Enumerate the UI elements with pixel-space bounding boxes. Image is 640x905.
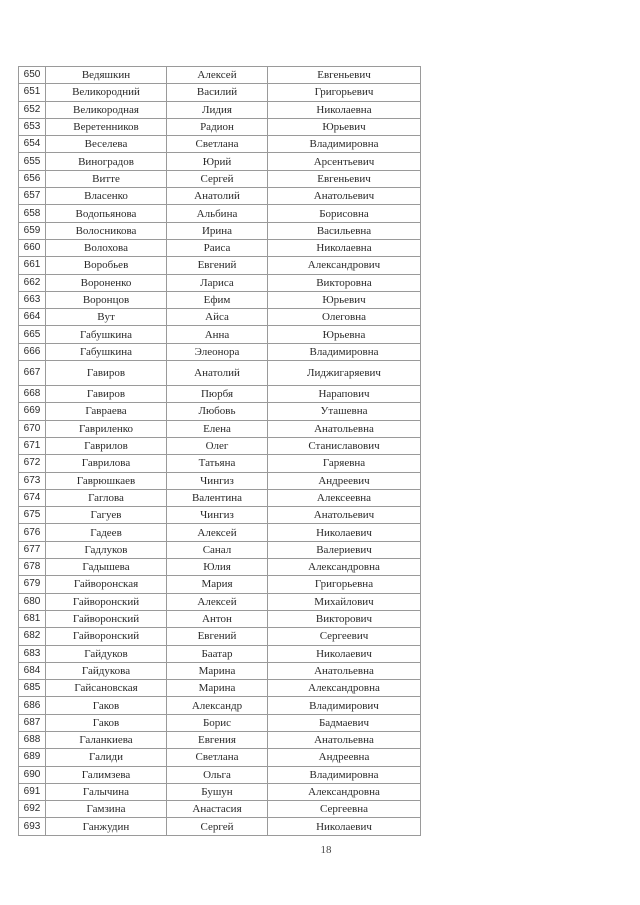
row-number-cell: 669 [19, 403, 46, 420]
table-row [19, 731, 421, 748]
row-number-cell: 651 [19, 84, 46, 101]
page-number: 18 [320, 844, 332, 856]
table-row [19, 84, 421, 101]
table-row [19, 507, 421, 524]
surname-cell: Гавиров [46, 361, 167, 386]
given-name-cell: Санал [167, 541, 268, 558]
surname-cell: Волохова [46, 239, 167, 256]
given-name-cell: Ольга [167, 766, 268, 783]
given-name-cell: Евгений [167, 257, 268, 274]
given-name-cell: Борис [167, 714, 268, 731]
table-row [19, 628, 421, 645]
row-number-cell: 666 [19, 343, 46, 360]
patronymic-cell: Юрьевич [268, 118, 421, 135]
patronymic-cell: Владимировна [268, 136, 421, 153]
patronymic-cell: Лиджигаряевич [268, 361, 421, 386]
patronymic-cell: Николаевич [268, 645, 421, 662]
given-name-cell: Элеонора [167, 343, 268, 360]
document-page [18, 66, 416, 836]
given-name-cell: Ирина [167, 222, 268, 239]
row-number-cell: 670 [19, 420, 46, 437]
patronymic-cell: Сергеевич [268, 628, 421, 645]
table-row [19, 714, 421, 731]
table-row [19, 291, 421, 308]
surname-cell: Гайворонский [46, 628, 167, 645]
row-number-cell: 657 [19, 188, 46, 205]
patronymic-cell: Александрович [268, 257, 421, 274]
patronymic-cell: Анатольевич [268, 507, 421, 524]
surname-cell: Гадлуков [46, 541, 167, 558]
table-row [19, 610, 421, 627]
row-number-cell: 675 [19, 507, 46, 524]
given-name-cell: Сергей [167, 170, 268, 187]
table-row [19, 749, 421, 766]
row-number-cell: 668 [19, 386, 46, 403]
row-number-cell: 660 [19, 239, 46, 256]
surname-cell: Веселева [46, 136, 167, 153]
given-name-cell: Анастасия [167, 801, 268, 818]
row-number-cell: 671 [19, 437, 46, 454]
given-name-cell: Елена [167, 420, 268, 437]
given-name-cell: Василий [167, 84, 268, 101]
given-name-cell: Сергей [167, 818, 268, 835]
given-name-cell: Чингиз [167, 507, 268, 524]
patronymic-cell: Андреевич [268, 472, 421, 489]
patronymic-cell: Евгеньевич [268, 67, 421, 84]
table-row [19, 645, 421, 662]
given-name-cell: Анатолий [167, 361, 268, 386]
row-number-cell: 661 [19, 257, 46, 274]
row-number-cell: 690 [19, 766, 46, 783]
table-row [19, 818, 421, 835]
table-row [19, 662, 421, 679]
row-number-cell: 689 [19, 749, 46, 766]
table-row [19, 472, 421, 489]
table-row [19, 541, 421, 558]
surname-cell: Гавиров [46, 386, 167, 403]
surname-cell: Воронцов [46, 291, 167, 308]
given-name-cell: Айса [167, 309, 268, 326]
table-row [19, 455, 421, 472]
given-name-cell: Алексей [167, 67, 268, 84]
table-row [19, 274, 421, 291]
row-number-cell: 692 [19, 801, 46, 818]
table-row [19, 576, 421, 593]
surname-cell: Гаков [46, 697, 167, 714]
surname-cell: Галычина [46, 783, 167, 800]
table-row [19, 766, 421, 783]
given-name-cell: Алексей [167, 524, 268, 541]
row-number-cell: 673 [19, 472, 46, 489]
table-row [19, 489, 421, 506]
row-number-cell: 652 [19, 101, 46, 118]
given-name-cell: Евгений [167, 628, 268, 645]
table-row [19, 239, 421, 256]
row-number-cell: 693 [19, 818, 46, 835]
surname-cell: Гаков [46, 714, 167, 731]
row-number-cell: 679 [19, 576, 46, 593]
row-number-cell: 685 [19, 680, 46, 697]
row-number-cell: 683 [19, 645, 46, 662]
surname-cell: Габушкина [46, 326, 167, 343]
surname-cell: Гаглова [46, 489, 167, 506]
surname-cell: Гайдуков [46, 645, 167, 662]
patronymic-cell: Алексеевна [268, 489, 421, 506]
table-row [19, 524, 421, 541]
patronymic-cell: Михайлович [268, 593, 421, 610]
patronymic-cell: Сергеевна [268, 801, 421, 818]
surname-cell: Габушкина [46, 343, 167, 360]
given-name-cell: Мария [167, 576, 268, 593]
table-row [19, 783, 421, 800]
patronymic-cell: Александровна [268, 680, 421, 697]
table-row [19, 593, 421, 610]
row-number-cell: 653 [19, 118, 46, 135]
given-name-cell: Лидия [167, 101, 268, 118]
patronymic-cell: Анатольевна [268, 420, 421, 437]
surname-cell: Гамзина [46, 801, 167, 818]
patronymic-cell: Анатольевна [268, 662, 421, 679]
surname-cell: Гаврилов [46, 437, 167, 454]
row-number-cell: 655 [19, 153, 46, 170]
roster-table [18, 66, 421, 836]
given-name-cell: Алексей [167, 593, 268, 610]
given-name-cell: Светлана [167, 749, 268, 766]
row-number-cell: 678 [19, 559, 46, 576]
patronymic-cell: Уташевна [268, 403, 421, 420]
given-name-cell: Баатар [167, 645, 268, 662]
surname-cell: Гаврюшкаев [46, 472, 167, 489]
row-number-cell: 656 [19, 170, 46, 187]
row-number-cell: 674 [19, 489, 46, 506]
row-number-cell: 676 [19, 524, 46, 541]
row-number-cell: 691 [19, 783, 46, 800]
given-name-cell: Юлия [167, 559, 268, 576]
given-name-cell: Альбина [167, 205, 268, 222]
surname-cell: Гайворонский [46, 610, 167, 627]
patronymic-cell: Олеговна [268, 309, 421, 326]
patronymic-cell: Анатольевна [268, 731, 421, 748]
row-number-cell: 686 [19, 697, 46, 714]
given-name-cell: Светлана [167, 136, 268, 153]
surname-cell: Вороненко [46, 274, 167, 291]
row-number-cell: 684 [19, 662, 46, 679]
row-number-cell: 662 [19, 274, 46, 291]
given-name-cell: Валентина [167, 489, 268, 506]
table-row [19, 101, 421, 118]
surname-cell: Вут [46, 309, 167, 326]
patronymic-cell: Андреевна [268, 749, 421, 766]
surname-cell: Великородний [46, 84, 167, 101]
table-row [19, 326, 421, 343]
table-row [19, 343, 421, 360]
surname-cell: Гавраева [46, 403, 167, 420]
given-name-cell: Марина [167, 662, 268, 679]
row-number-cell: 672 [19, 455, 46, 472]
patronymic-cell: Валериевич [268, 541, 421, 558]
patronymic-cell: Арсентьевич [268, 153, 421, 170]
patronymic-cell: Васильевна [268, 222, 421, 239]
row-number-cell: 665 [19, 326, 46, 343]
surname-cell: Гавриленко [46, 420, 167, 437]
patronymic-cell: Николаевна [268, 101, 421, 118]
table-row [19, 136, 421, 153]
table-row [19, 361, 421, 386]
patronymic-cell: Станиславович [268, 437, 421, 454]
given-name-cell: Анатолий [167, 188, 268, 205]
table-row [19, 697, 421, 714]
row-number-cell: 663 [19, 291, 46, 308]
given-name-cell: Ефим [167, 291, 268, 308]
row-number-cell: 688 [19, 731, 46, 748]
patronymic-cell: Нарапович [268, 386, 421, 403]
surname-cell: Гайдукова [46, 662, 167, 679]
surname-cell: Волосникова [46, 222, 167, 239]
row-number-cell: 667 [19, 361, 46, 386]
surname-cell: Веретенников [46, 118, 167, 135]
table-row [19, 188, 421, 205]
surname-cell: Власенко [46, 188, 167, 205]
surname-cell: Гайсановская [46, 680, 167, 697]
surname-cell: Галимзева [46, 766, 167, 783]
patronymic-cell: Борисовна [268, 205, 421, 222]
table-row [19, 257, 421, 274]
surname-cell: Великородная [46, 101, 167, 118]
surname-cell: Воробьев [46, 257, 167, 274]
patronymic-cell: Анатольевич [268, 188, 421, 205]
surname-cell: Виноградов [46, 153, 167, 170]
table-row [19, 437, 421, 454]
surname-cell: Ганжудин [46, 818, 167, 835]
patronymic-cell: Владимировна [268, 766, 421, 783]
table-row [19, 67, 421, 84]
table-row [19, 170, 421, 187]
row-number-cell: 687 [19, 714, 46, 731]
surname-cell: Гагуев [46, 507, 167, 524]
given-name-cell: Раиса [167, 239, 268, 256]
patronymic-cell: Николаевич [268, 524, 421, 541]
patronymic-cell: Юрьевич [268, 291, 421, 308]
given-name-cell: Чингиз [167, 472, 268, 489]
row-number-cell: 659 [19, 222, 46, 239]
row-number-cell: 658 [19, 205, 46, 222]
patronymic-cell: Владимирович [268, 697, 421, 714]
surname-cell: Гаврилова [46, 455, 167, 472]
given-name-cell: Александр [167, 697, 268, 714]
given-name-cell: Радион [167, 118, 268, 135]
table-row [19, 403, 421, 420]
surname-cell: Гадеев [46, 524, 167, 541]
patronymic-cell: Гаряевна [268, 455, 421, 472]
given-name-cell: Евгения [167, 731, 268, 748]
table-row [19, 153, 421, 170]
patronymic-cell: Викторовна [268, 274, 421, 291]
patronymic-cell: Николаевич [268, 818, 421, 835]
patronymic-cell: Александровна [268, 783, 421, 800]
given-name-cell: Олег [167, 437, 268, 454]
table-row [19, 386, 421, 403]
table-row [19, 222, 421, 239]
roster-table-body [19, 67, 421, 836]
patronymic-cell: Евгеньевич [268, 170, 421, 187]
patronymic-cell: Николаевна [268, 239, 421, 256]
given-name-cell: Любовь [167, 403, 268, 420]
surname-cell: Ведяшкин [46, 67, 167, 84]
row-number-cell: 681 [19, 610, 46, 627]
surname-cell: Галанкиева [46, 731, 167, 748]
table-row [19, 420, 421, 437]
table-row [19, 205, 421, 222]
surname-cell: Гайворонская [46, 576, 167, 593]
given-name-cell: Лариса [167, 274, 268, 291]
patronymic-cell: Александровна [268, 559, 421, 576]
given-name-cell: Марина [167, 680, 268, 697]
surname-cell: Водопьянова [46, 205, 167, 222]
row-number-cell: 680 [19, 593, 46, 610]
table-row [19, 118, 421, 135]
table-row [19, 309, 421, 326]
patronymic-cell: Юрьевна [268, 326, 421, 343]
table-row [19, 801, 421, 818]
surname-cell: Витте [46, 170, 167, 187]
row-number-cell: 654 [19, 136, 46, 153]
patronymic-cell: Григорьевич [268, 84, 421, 101]
row-number-cell: 677 [19, 541, 46, 558]
given-name-cell: Антон [167, 610, 268, 627]
table-row [19, 559, 421, 576]
row-number-cell: 682 [19, 628, 46, 645]
patronymic-cell: Бадмаевич [268, 714, 421, 731]
patronymic-cell: Григорьевна [268, 576, 421, 593]
table-row [19, 680, 421, 697]
given-name-cell: Юрий [167, 153, 268, 170]
given-name-cell: Татьяна [167, 455, 268, 472]
surname-cell: Гайворонский [46, 593, 167, 610]
surname-cell: Гадышева [46, 559, 167, 576]
given-name-cell: Пюрбя [167, 386, 268, 403]
patronymic-cell: Владимировна [268, 343, 421, 360]
given-name-cell: Бушун [167, 783, 268, 800]
row-number-cell: 650 [19, 67, 46, 84]
given-name-cell: Анна [167, 326, 268, 343]
row-number-cell: 664 [19, 309, 46, 326]
patronymic-cell: Викторович [268, 610, 421, 627]
surname-cell: Галиди [46, 749, 167, 766]
